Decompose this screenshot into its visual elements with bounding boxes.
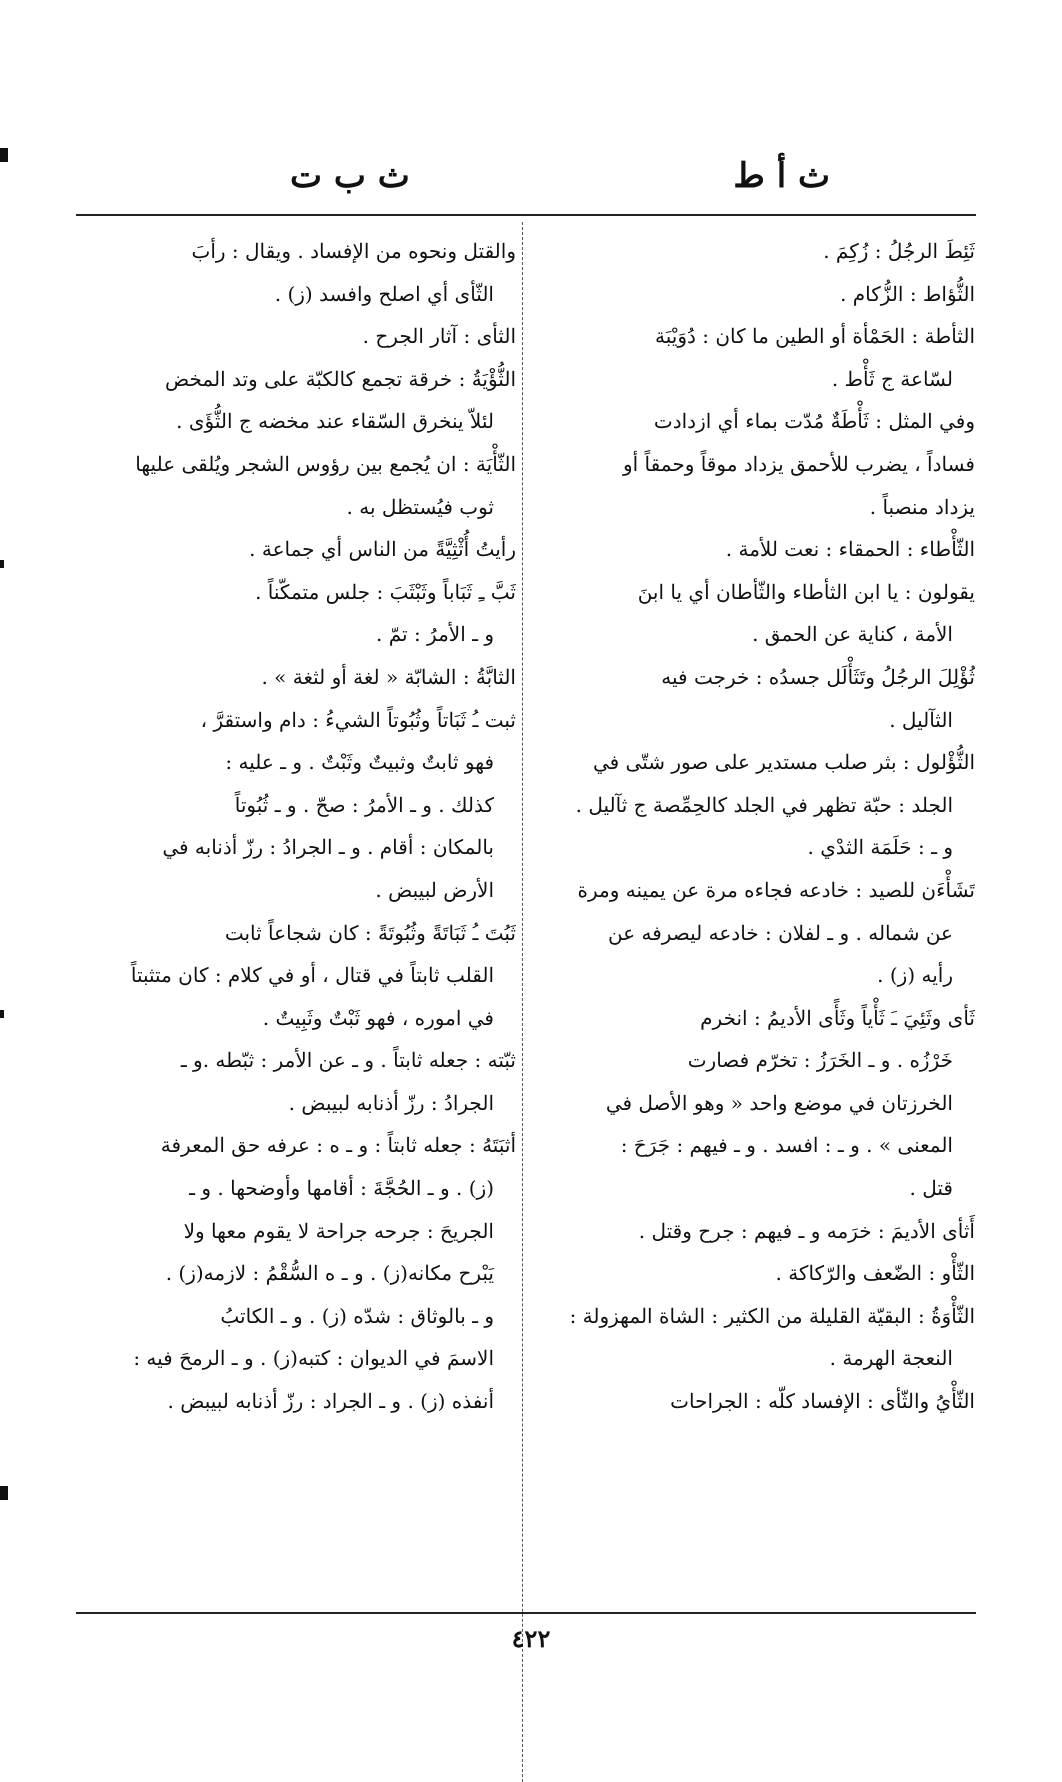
entry-line: لسّاعة ج ثَأْط . xyxy=(831,366,953,391)
entry-line: ثَأى وثَئِيَ ـَ ثَأْياً وثَأًى الأديمُ : انخرم xyxy=(700,1005,975,1030)
entry-line: فساداً ، يضرب للأحمق يزداد موقاً وحمقاً أو xyxy=(622,451,975,476)
entry-line: قتل . xyxy=(909,1176,953,1201)
entry-line: الجرادُ : رزّ أذنابه لبيبض . xyxy=(288,1090,494,1115)
entry-line: الثأى : آثار الجرح . xyxy=(362,324,516,349)
entry-line: و ـ : حَلَمَة الثدْي . xyxy=(807,835,953,860)
entry-line: الثآليل . xyxy=(889,707,953,732)
entry-line: خَرْزُه . و ـ الخَرَزُ : تخرّم فصارت xyxy=(687,1048,953,1073)
entry-line: الأمة ، كناية عن الحمق . xyxy=(752,622,953,647)
entry-line: وفي المثل : ثَأْطَةٌ مُدّت بماء أي ازدادت xyxy=(653,409,975,434)
entry-line: ثبت ـُ ثَبَاتاً وثُبُوتاً الشيءُ : دام واستقرَّ ، xyxy=(200,707,516,732)
entry-line: و ـ بالوثاق : شدّه (ز) . و ـ الكاتبُ xyxy=(220,1303,494,1328)
entry-line: عن شماله . و ـ لفلان : خادعه ليصرفه عن xyxy=(607,920,953,945)
entry-line: ثَئِطَ الرجُلُ : زُكِمَ . xyxy=(823,239,975,263)
entry-line: ثبّته : جعله ثابتاً . و ـ عن الأمر : ثبّطه .و ـ xyxy=(180,1048,516,1073)
header-rule xyxy=(76,214,976,216)
entry-line: أنفذه (ز) . و ـ الجراد : رزّ أذنابه لبيبض . xyxy=(167,1389,494,1414)
entry-line: الثُّؤْيَةُ : خرقة تجمع كالكبّة على وتد المخض xyxy=(165,366,516,391)
entry-line: كذلك . و ـ الأمرُ : صحّ . و ـ ثُبُوتاً xyxy=(234,792,494,817)
entry-line: فهو ثابتٌ وثبيتٌ وثَبْتٌ . و ـ عليه : xyxy=(225,750,494,775)
entry-line: الثّأْيَة : ان يُجمع بين رؤوس الشجر ويُلقى عليها xyxy=(135,451,516,476)
scan-edge-mark xyxy=(0,1486,8,1500)
entry-line: يقولون : يا ابن الثأطاء والثّأطان أي يا ابنَ xyxy=(637,579,975,604)
entry-line: يزداد منصباً . xyxy=(869,494,975,519)
entry-line: الثّأْو : الضّعف والرّكاكة . xyxy=(775,1261,975,1286)
entry-line: الخرزتان في موضع واحد « وهو الأصل في xyxy=(605,1090,953,1115)
column-divider xyxy=(522,222,523,1782)
entry-line: أَثأى الأديمَ : خرَمه و ـ فيهم : جرح وقتل . xyxy=(638,1218,975,1243)
page-header xyxy=(80,156,980,206)
scan-edge-mark xyxy=(0,560,4,568)
entry-line: القلب ثابتاً في قتال ، أو في كلام : كان متثبتاً xyxy=(130,963,494,988)
entry-line: رأيتُ أُثْثِيَّةً من الناس أي جماعة . xyxy=(249,537,516,562)
right-column xyxy=(530,230,975,1740)
entry-line: الثّأْطاء : الحمقاء : نعت للأمة . xyxy=(725,537,975,562)
page-number: ٤٢٢ xyxy=(511,1624,551,1653)
entry-line: الأرض لبيبض . xyxy=(375,877,494,902)
entry-line: أثبَتَهُ : جعله ثابتاً : و ـ ه : عرفه حق المعرفة xyxy=(160,1133,516,1158)
entry-line: والقتل ونحوه من الإفساد . ويقال : رأبَ xyxy=(191,239,516,263)
entry-line: تَشَأْءَن للصيد : خادعه فجاءه مرة عن يمينه ومرة xyxy=(577,877,975,902)
entry-line: المعنى » . و ـ : افسد . و ـ فيهم : جَرَحَ : xyxy=(620,1133,953,1158)
entry-line: الجريحَ : جرحه جراحة لا يقوم معها ولا xyxy=(183,1218,494,1243)
entry-line: الثّأْيُ والثّأى : الإفساد كلّه : الجراحات xyxy=(670,1389,975,1414)
left-column xyxy=(76,230,516,1740)
entry-line: ثوب فيُستظل به . xyxy=(346,494,494,519)
entry-line: الجلد : حبّة تظهر في الجلد كالحِمِّصة ج ثآليل . xyxy=(575,792,953,817)
scan-edge-mark xyxy=(0,148,8,162)
header-root-right: ث أ ط xyxy=(733,156,830,196)
entry-line: ثُؤْلِلَ الرجُلُ وتَثَأْلَل جسدُه : خرجت فيه xyxy=(661,664,975,689)
entry-line: رأيه (ز) . xyxy=(877,963,953,988)
entry-line: ثَبَّ ـِ ثَبَاباً وثَبْثَبَ : جلس متمكّناً . xyxy=(255,579,516,604)
entry-line: لئلاّ ينخرق السّقاء عند مخضه ج الثُّؤَى . xyxy=(176,409,494,434)
entry-line: يَبْرح مكانه(ز) . و ـ ه السُّقْمُ : لازمه(ز) . xyxy=(165,1261,494,1286)
entry-line: بالمكان : أقام . و ـ الجرادُ : رزّ أذنابه في xyxy=(162,835,494,860)
entry-line: و ـ الأمرُ : تمّ . xyxy=(376,622,494,647)
entry-line: الثُّؤاط : الزُّكام . xyxy=(840,281,975,306)
entry-line: الثّأى أي اصلح وافسد (ز) . xyxy=(274,281,494,306)
entry-line: في اموره ، فهو ثَبْتٌ وثَبِيتٌ . xyxy=(262,1005,494,1030)
scan-edge-mark xyxy=(0,1010,4,1018)
footer-rule xyxy=(76,1612,976,1614)
entry-line: النعجة الهرمة . xyxy=(829,1346,953,1371)
entry-line: ثَبُتَ ـُ ثَبَاتَةً وثُبُوتَةً : كان شجاعاً ثابت xyxy=(224,920,516,945)
entry-line: الثأطة : الحَمْأة أو الطين ما كان : دُوَيْبَة xyxy=(655,324,975,349)
header-root-left: ث ب ت xyxy=(290,156,410,196)
entry-line: الثّأْوَةُ : البقيّة القليلة من الكثير : الشاة المهزولة : xyxy=(569,1303,975,1328)
entry-line: (ز) . و ـ الحُجَّةَ : أقامها وأوضحها . و ـ xyxy=(189,1176,494,1201)
entry-line: الثابَّةُ : الشابّة « لغة أو لثغة » . xyxy=(261,664,516,689)
entry-line: الثُّؤْلول : بثر صلب مستدير على صور شتّى في xyxy=(592,750,975,775)
entry-line: الاسمَ في الديوان : كتبه(ز) . و ـ الرمحَ فيه : xyxy=(133,1346,494,1371)
